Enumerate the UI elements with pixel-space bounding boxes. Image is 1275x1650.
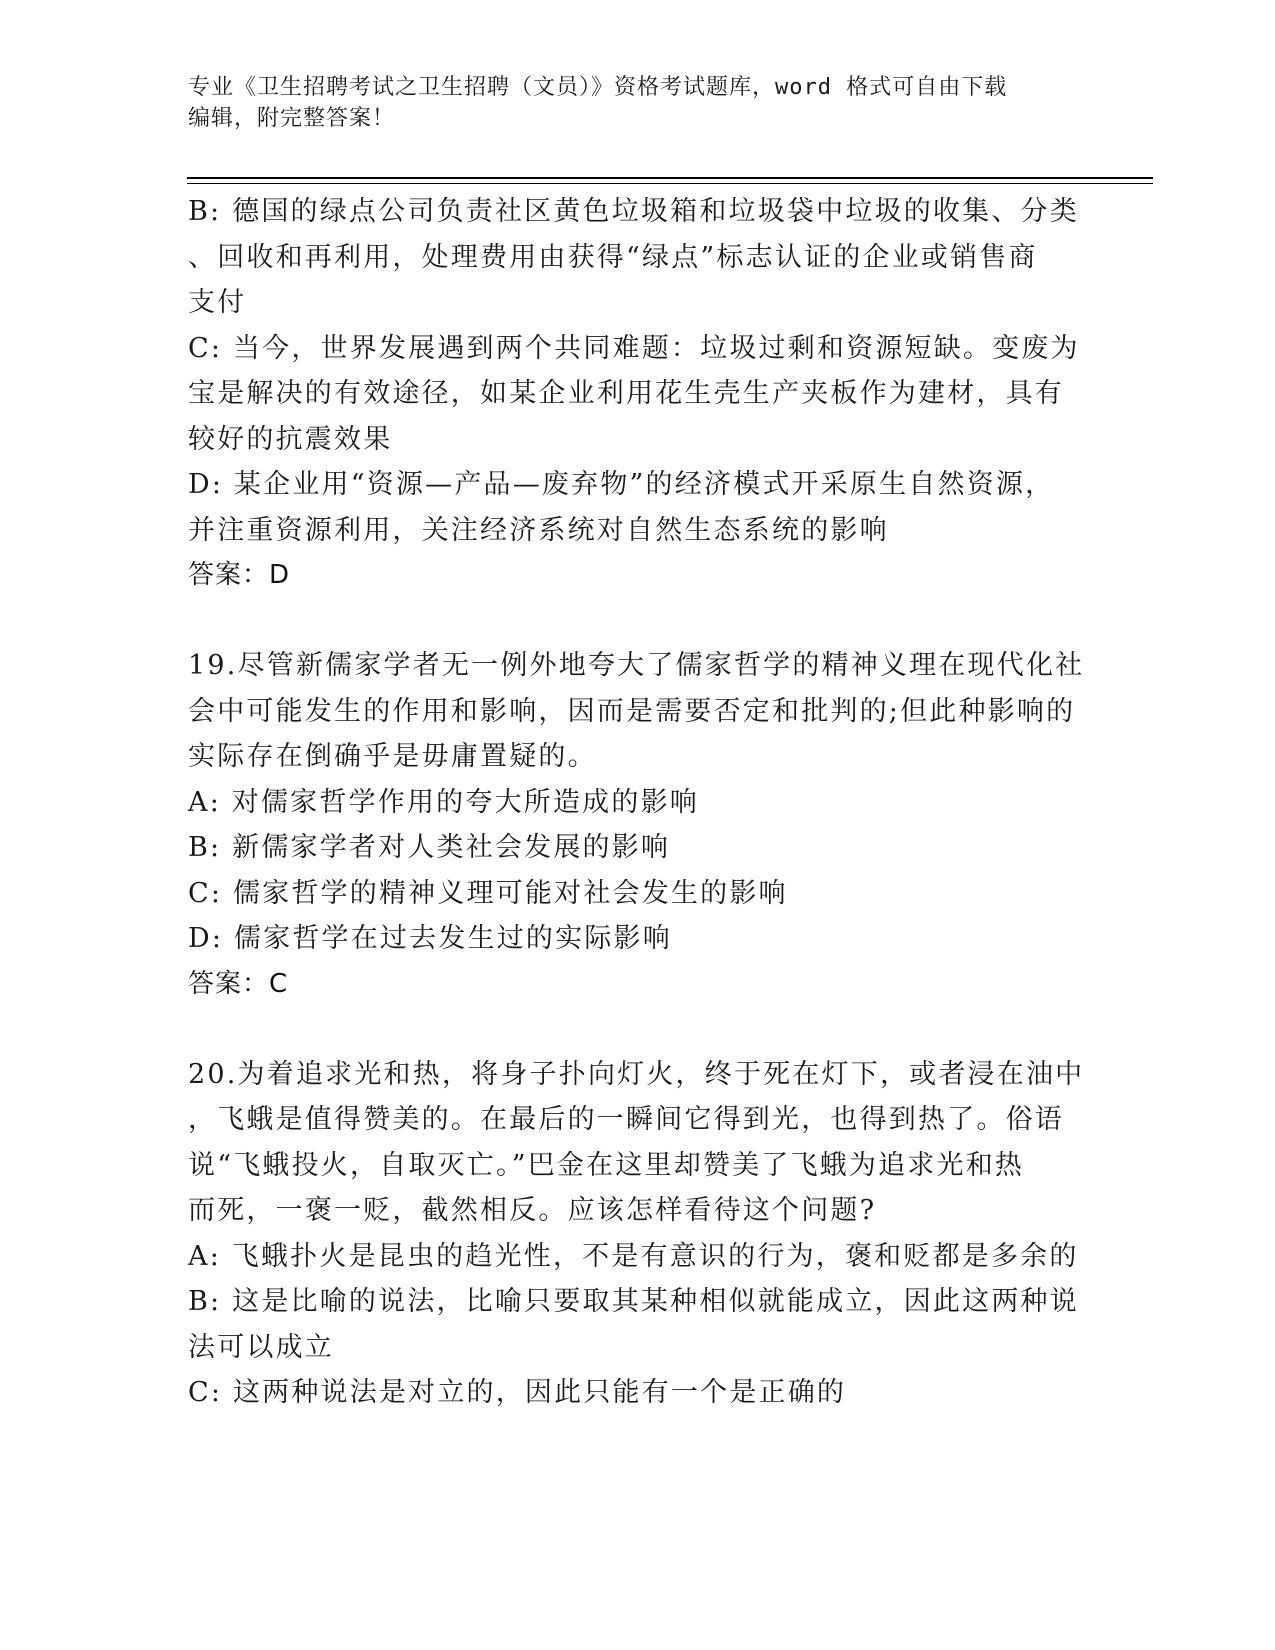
page-content <box>188 189 1088 1416</box>
q19-stem-line-3: 实际存在倒确乎是毋庸置疑的。 <box>188 741 597 772</box>
header-line-2: 编辑，附完整答案！ <box>188 106 396 131</box>
q19-option-b: B: 新儒家学者对人类社会发展的影响 <box>188 832 671 863</box>
header-rule-thick <box>187 177 1153 179</box>
question-19 <box>188 643 1088 1007</box>
question-18 <box>188 189 1088 598</box>
q20-stem-line-2: ，飞蛾是值得赞美的。在最后的一瞬间它得到光，也得到热了。俗语 <box>188 1104 1064 1135</box>
q18-option-c-line-3: 较好的抗震效果 <box>188 423 393 455</box>
q19-option-a: A: 对儒家哲学作用的夸大所造成的影响 <box>188 786 699 818</box>
q19-option-d: D: 儒家哲学在过去发生过的实际影响 <box>188 923 672 954</box>
document-header <box>188 72 1068 134</box>
q20-stem-line-3: 说“飞蛾投火，自取灭亡。”巴金在这里却赞美了飞蛾为追求光和热 <box>188 1149 1025 1181</box>
question-20 <box>188 1052 1088 1416</box>
q19-stem-line-2: 会中可能发生的作用和影响，因而是需要否定和批判的;但此种影响的 <box>188 695 1076 727</box>
q19-stem-line-1: 19.尽管新儒家学者无一例外地夸大了儒家哲学的精神义理在现代化社 <box>188 650 1085 681</box>
q20-option-c: C: 这两种说法是对立的，因此只能有一个是正确的 <box>188 1377 847 1408</box>
header-rule-thin <box>187 183 1153 184</box>
q18-option-d-line-1: D: 某企业用“资源—产品—废弃物”的经济模式开采原生自然资源， <box>188 469 1055 500</box>
q20-stem-line-1: 20.为着追求光和热，将身子扑向灯火，终于死在灯下，或者浸在油中 <box>188 1058 1085 1090</box>
q20-option-b-line-2: 法可以成立 <box>188 1331 334 1363</box>
q18-option-d-line-2: 并注重资源利用，关注经济系统对自然生态系统的影响 <box>188 514 889 546</box>
q20-option-b-line-1: B: 这是比喻的说法，比喻只要取其某种相似就能成立，因此这两种说 <box>188 1286 1079 1317</box>
q19-answer: 答案：C <box>188 968 289 999</box>
q18-option-b-line-1: B: 德国的绿点公司负责社区黄色垃圾箱和垃圾袋中垃圾的收集、分类 <box>188 196 1079 227</box>
q18-option-c-line-1: C: 当今，世界发展遇到两个共同难题：垃圾过剩和资源短缺。变废为 <box>188 332 1080 364</box>
q20-stem-line-4: 而死，一褒一贬，截然相反。应该怎样看待这个问题? <box>188 1195 877 1226</box>
q18-answer: 答案：D <box>188 560 291 590</box>
q18-option-b-line-2: 、回收和再利用，处理费用由获得“绿点”标志认证的企业或销售商 <box>188 241 1038 273</box>
q18-option-b-line-3: 支付 <box>188 287 247 318</box>
q20-option-a: A: 飞蛾扑火是昆虫的趋光性，不是有意识的行为，褒和贬都是多余的 <box>188 1240 1079 1272</box>
q18-option-c-line-2: 宝是解决的有效途径，如某企业利用花生壳生产夹板作为建材，具有 <box>188 378 1064 409</box>
q19-option-c: C: 儒家哲学的精神义理可能对社会发生的影响 <box>188 877 788 909</box>
header-line-1: 专业《卫生招聘考试之卫生招聘（文员）》资格考试题库，word 格式可自由下载 <box>188 75 1008 100</box>
